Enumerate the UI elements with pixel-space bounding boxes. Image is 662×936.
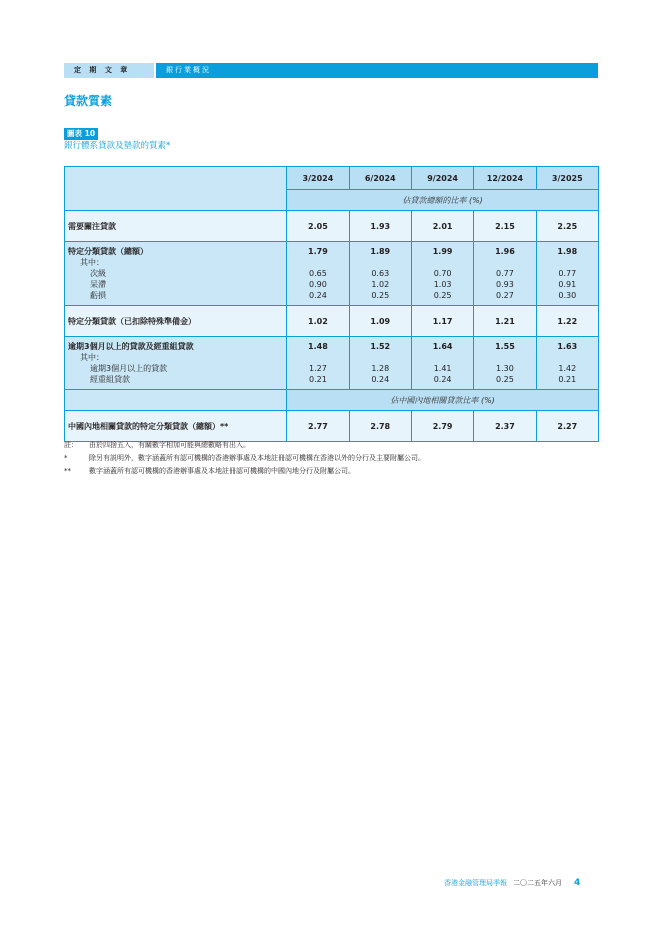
table-cell: 1.21 bbox=[474, 306, 536, 337]
footnote-mark: 註： bbox=[64, 441, 78, 449]
row-label-group bbox=[65, 337, 287, 390]
page-number: 4 bbox=[574, 878, 581, 888]
table-cell: 1.02 bbox=[287, 306, 349, 337]
table-cell: 2.79 bbox=[411, 411, 473, 442]
table-cell: 1.98 0.77 0.91 0.30 bbox=[536, 242, 598, 306]
sub-row-label: 經重組貸款 bbox=[90, 375, 130, 384]
table-cell: 1.17 bbox=[411, 306, 473, 337]
sub-row-label: 逾期3個月以上的貸款 bbox=[90, 364, 168, 373]
of-which-label: 其中： bbox=[80, 258, 104, 267]
row-label: 逾期3個月以上的貸款及經重組貸款 bbox=[68, 342, 194, 351]
table-cell: 1.93 bbox=[349, 211, 411, 242]
table-header-row bbox=[65, 167, 599, 190]
footnote bbox=[64, 439, 604, 452]
row-label: 需要關注貸款 bbox=[65, 211, 287, 242]
table-cell: 2.15 bbox=[474, 211, 536, 242]
publication-date: 二〇二五年六月 bbox=[513, 879, 562, 887]
table-cell: 2.37 bbox=[474, 411, 536, 442]
loan-quality-table bbox=[64, 166, 599, 442]
table-cell: 2.27 bbox=[536, 411, 598, 442]
column-header: 6/2024 bbox=[349, 167, 411, 190]
header-section-label: 定 期 文 章 bbox=[64, 63, 154, 78]
sub-row-label: 呆滯 bbox=[90, 280, 106, 289]
sub-row-label: 虧損 bbox=[90, 291, 106, 300]
table-row bbox=[65, 306, 599, 337]
table-cell: 2.78 bbox=[349, 411, 411, 442]
row-label: 中國內地相關貸款的特定分類貸款（總額）** bbox=[65, 411, 287, 442]
table-cell: 1.79 0.65 0.90 0.24 bbox=[287, 242, 349, 306]
footnote-text: 除另有説明外，數字涵蓋所有認可機構的香港辦事處及本地註冊認可機構在香港以外的分行及主要附屬公司。 bbox=[89, 454, 425, 462]
table-cell: 1.99 0.70 1.03 0.25 bbox=[411, 242, 473, 306]
header-bar bbox=[64, 63, 598, 78]
sub-row-label: 次級 bbox=[90, 269, 106, 278]
table-cell: 1.89 0.63 1.02 0.25 bbox=[349, 242, 411, 306]
footnote-mark: * bbox=[64, 454, 68, 462]
column-header: 3/2024 bbox=[287, 167, 349, 190]
page-footer bbox=[444, 878, 580, 888]
table-cell: 2.77 bbox=[287, 411, 349, 442]
table-cell: 1.63 1.42 0.21 bbox=[536, 337, 598, 390]
table-cell: 1.48 1.27 0.21 bbox=[287, 337, 349, 390]
row-label: 特定分類貸款（已扣除特殊準備金） bbox=[65, 306, 287, 337]
row-label-group bbox=[65, 242, 287, 306]
publication-name: 香港金融管理局季報 bbox=[444, 879, 507, 887]
table-cell: 1.22 bbox=[536, 306, 598, 337]
column-header: 12/2024 bbox=[474, 167, 536, 190]
table-cell: 1.09 bbox=[349, 306, 411, 337]
table-cell: 2.25 bbox=[536, 211, 598, 242]
unit-band: 佔中國內地相關貸款比率 (%) bbox=[287, 390, 599, 411]
of-which-label: 其中： bbox=[80, 353, 104, 362]
column-header: 3/2025 bbox=[536, 167, 598, 190]
table-row bbox=[65, 242, 599, 306]
footnote-text: 數字涵蓋所有認可機構的香港辦事處及本地註冊認可機構的中國內地分行及附屬公司。 bbox=[89, 467, 355, 475]
band-spacer bbox=[65, 390, 287, 411]
unit-band-row bbox=[65, 390, 599, 411]
table-row bbox=[65, 337, 599, 390]
table-cell: 1.96 0.77 0.93 0.27 bbox=[474, 242, 536, 306]
footnote-mark: ** bbox=[64, 467, 71, 475]
column-header: 9/2024 bbox=[411, 167, 473, 190]
unit-band: 佔貸款總額的比率 (%) bbox=[287, 190, 599, 211]
footnote-text: 由於四捨五入，有關數字相加可能與總數略有出入。 bbox=[89, 441, 250, 449]
header-article-title: 銀行業概況 bbox=[156, 63, 598, 78]
table-row bbox=[65, 411, 599, 442]
table-cell: 1.64 1.41 0.24 bbox=[411, 337, 473, 390]
footnote bbox=[64, 452, 604, 465]
table-cell: 1.52 1.28 0.24 bbox=[349, 337, 411, 390]
footnote bbox=[64, 465, 604, 478]
chart-title: 銀行體系貸款及墊款的質素* bbox=[64, 141, 171, 151]
table-cell: 1.55 1.30 0.25 bbox=[474, 337, 536, 390]
section-title: 貸款質素 bbox=[64, 94, 113, 108]
table-corner bbox=[65, 167, 287, 211]
row-label: 特定分類貸款（總額） bbox=[68, 247, 148, 256]
table-row bbox=[65, 211, 599, 242]
chart-label: 圖表 10 bbox=[64, 128, 98, 140]
footnotes bbox=[64, 439, 604, 478]
table-cell: 2.01 bbox=[411, 211, 473, 242]
table-cell: 2.05 bbox=[287, 211, 349, 242]
